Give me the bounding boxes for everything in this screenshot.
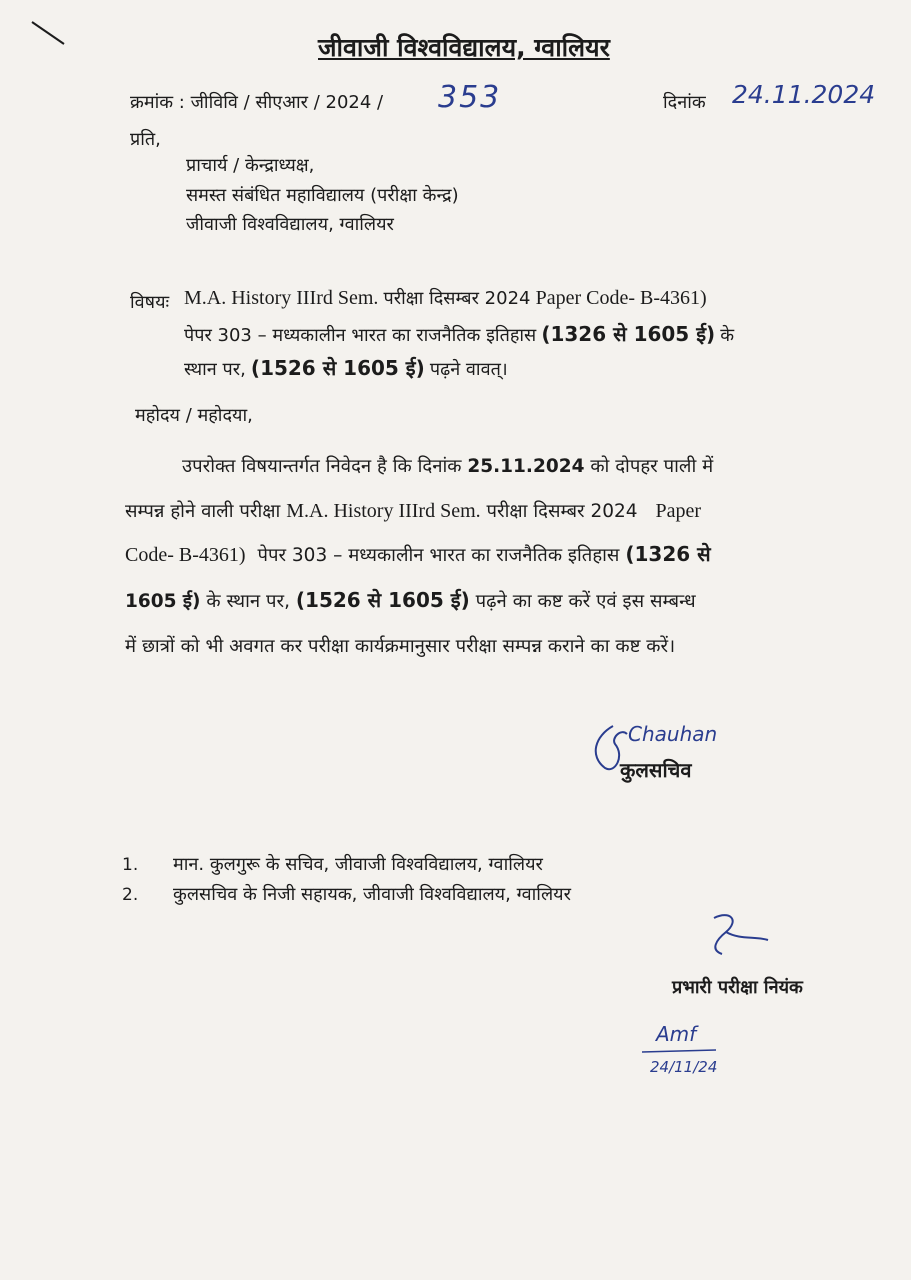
copy-text: मान. कुलगुरू के सचिव, जीवाजी विश्वविद्यालय, ग्वालियर bbox=[173, 854, 543, 875]
university-title: जीवाजी विश्वविद्यालय, ग्वालियर bbox=[318, 33, 610, 62]
addressee-line: समस्त संबंधित महाविद्यालय (परीक्षा केन्द्र) bbox=[186, 185, 459, 206]
body-paper-label: Paper bbox=[655, 500, 702, 522]
body-text: उपरोक्त विषयान्तर्गत निवेदन है कि दिनांक bbox=[182, 456, 462, 477]
body-paper-code: Code- B-4361) bbox=[125, 544, 246, 566]
copy-text: कुलसचिव के निजी सहायक, जीवाजी विश्वविद्यालय, ग्वालियर bbox=[173, 884, 571, 905]
body-text: को दोपहर पाली में bbox=[590, 456, 714, 477]
salutation: महोदय / महोदया, bbox=[135, 405, 253, 426]
body-line-3 bbox=[125, 540, 711, 567]
subject-line-3 bbox=[184, 354, 508, 381]
subject-old-range: (1326 से 1605 ई) bbox=[541, 322, 716, 346]
body-text: के स्थान पर, bbox=[206, 591, 290, 612]
body-text: पेपर 303 – मध्यकालीन भारत का राजनैतिक इतिहास bbox=[257, 545, 620, 566]
copy-number: 1. bbox=[122, 855, 139, 875]
exam-controller-initials: Amf bbox=[656, 1022, 697, 1046]
subject-exam: परीक्षा दिसम्बर 2024 bbox=[383, 288, 531, 309]
addressee-line: जीवाजी विश्वविद्यालय, ग्वालियर bbox=[186, 214, 394, 235]
subject-paper-code: Paper Code- B-4361) bbox=[535, 287, 707, 309]
subject-line-1 bbox=[184, 286, 707, 310]
registrar-designation: कुलसचिव bbox=[620, 758, 692, 782]
initials-underline bbox=[640, 1048, 720, 1056]
to-label: प्रति, bbox=[130, 129, 161, 150]
subject-suffix: के bbox=[720, 325, 735, 346]
corner-pen-mark bbox=[30, 18, 70, 48]
body-line-4 bbox=[125, 586, 696, 613]
copy-number: 2. bbox=[122, 885, 139, 905]
exam-controller-designation: प्रभारी परीक्षा नियंक bbox=[672, 977, 803, 998]
registrar-signature: Chauhan bbox=[628, 722, 718, 746]
subject-instead: स्थान पर, bbox=[184, 359, 246, 380]
subject-read: पढ़ने वावत्। bbox=[429, 359, 508, 380]
body-course: M.A. History IIIrd Sem. bbox=[286, 500, 481, 522]
date-handwritten: 24.11.2024 bbox=[732, 80, 876, 109]
body-text: परीक्षा दिसम्बर 2024 bbox=[486, 501, 638, 522]
body-new-range: (1526 से 1605 ई) bbox=[295, 588, 470, 612]
date-label: दिनांक bbox=[663, 92, 706, 113]
body-text: सम्पन्न होने वाली परीक्षा bbox=[125, 501, 281, 522]
exam-controller-date: 24/11/24 bbox=[650, 1058, 718, 1076]
subject-label: विषयः bbox=[130, 292, 170, 313]
body-text: पढ़ने का कष्ट करें एवं इस सम्बन्ध bbox=[475, 591, 696, 612]
body-line-2 bbox=[125, 498, 701, 523]
subject-line-2 bbox=[184, 320, 734, 347]
addressee-line: प्राचार्य / केन्द्राध्यक्ष, bbox=[186, 155, 315, 176]
reference-number-handwritten: 353 bbox=[438, 80, 502, 115]
subject-new-range: (1526 से 1605 ई) bbox=[250, 356, 425, 380]
body-old-range-start: (1326 से bbox=[625, 542, 711, 566]
reference-number-label: क्रमांक : जीविवि / सीएआर / 2024 / bbox=[130, 92, 384, 113]
body-exam-date: 25.11.2024 bbox=[467, 456, 585, 477]
body-line-5: में छात्रों को भी अवगत कर परीक्षा कार्यक्रमानुसार परीक्षा सम्पन्न कराने का कष्ट करें। bbox=[125, 636, 676, 657]
subject-paper: पेपर 303 – मध्यकालीन भारत का राजनैतिक इतिहास bbox=[184, 325, 537, 346]
body-old-range-end: 1605 ई) bbox=[125, 591, 201, 612]
subject-course: M.A. History IIIrd Sem. bbox=[184, 287, 379, 309]
body-line-1 bbox=[182, 453, 713, 478]
exam-controller-signature bbox=[700, 910, 780, 965]
